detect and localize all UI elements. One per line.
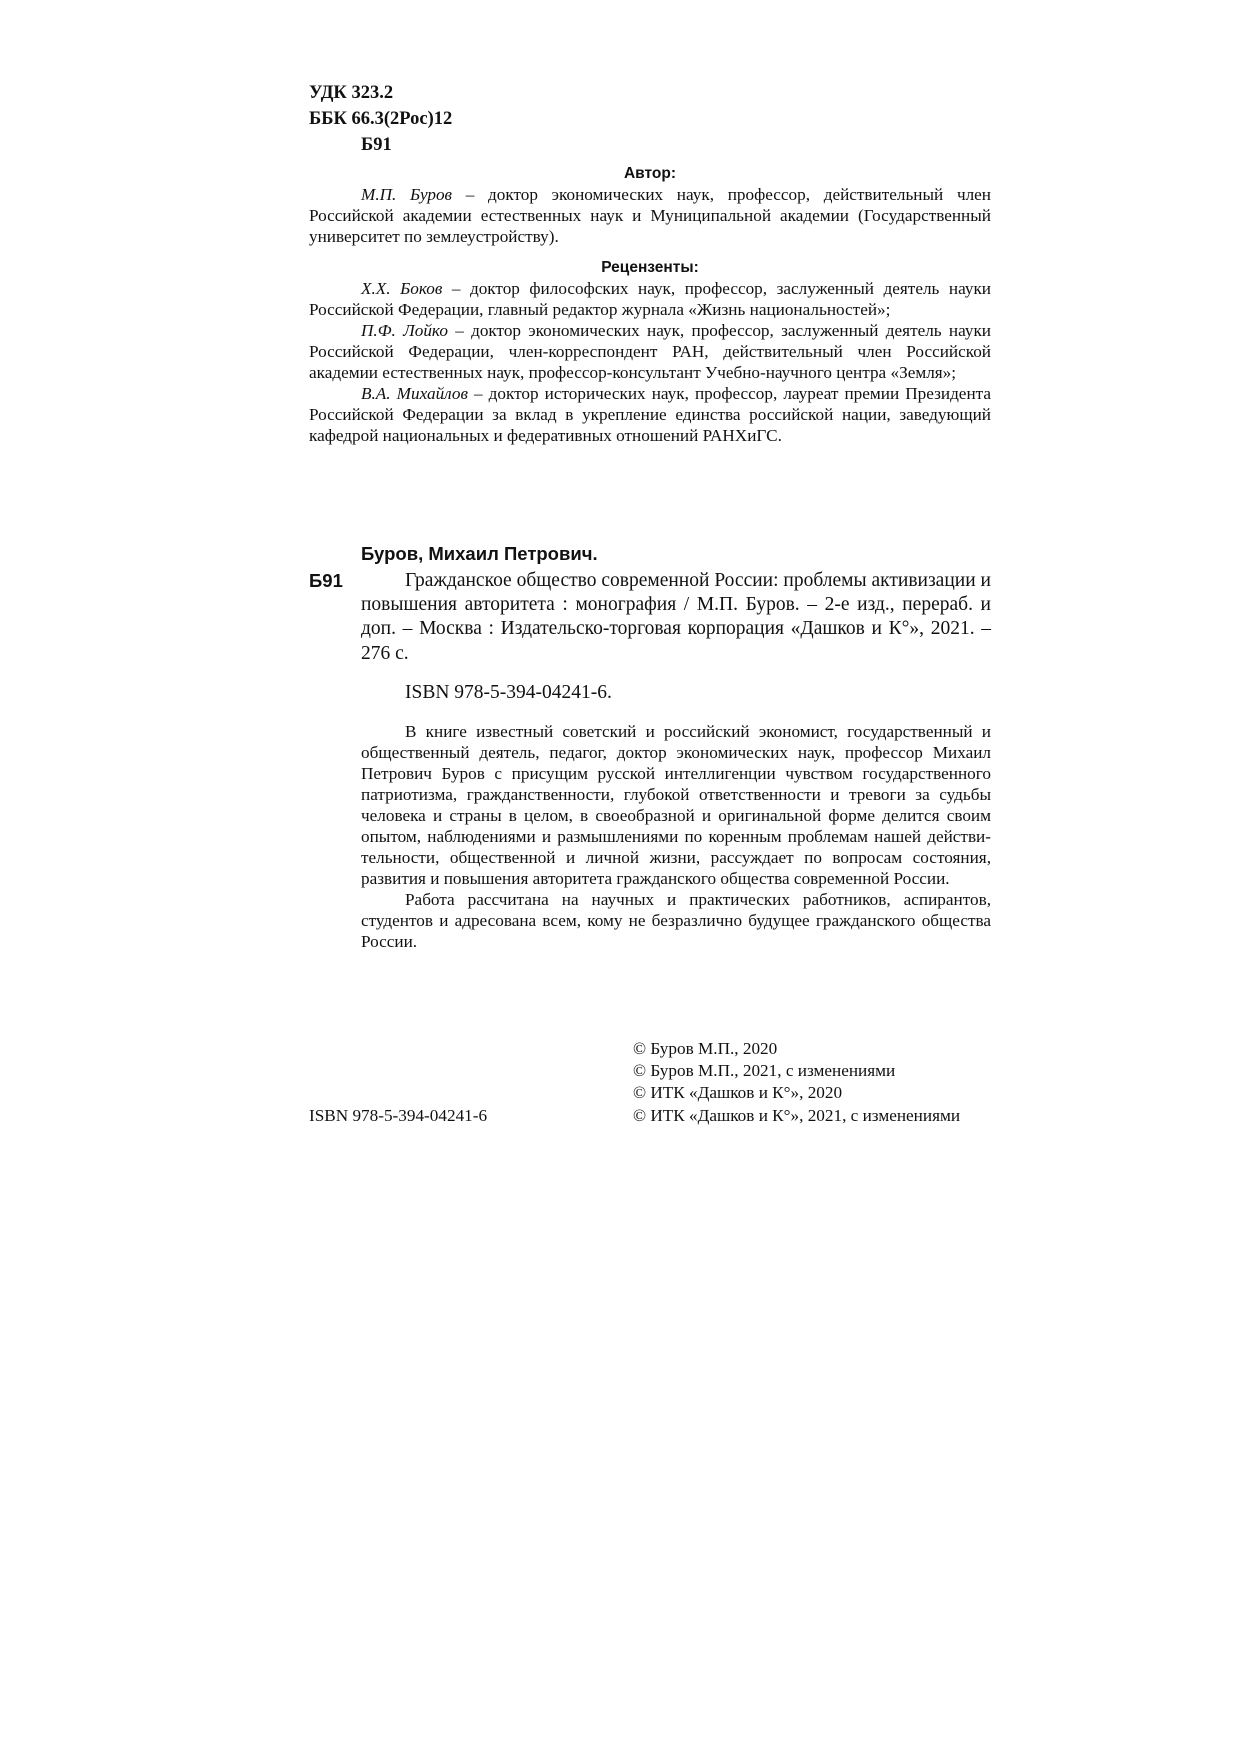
bbk-code: ББК 66.3(2Рос)12 bbox=[309, 109, 453, 129]
reviewers-section bbox=[309, 258, 991, 446]
reviewer-paragraph bbox=[309, 320, 991, 383]
copyright-line: © ИТК «Дашков и К°», 2020 bbox=[633, 1083, 843, 1103]
reviewer-name: П.Ф. Лойко bbox=[361, 321, 448, 340]
reviewer-name: В.А. Михайлов bbox=[361, 384, 468, 403]
reviewer-paragraph bbox=[309, 383, 991, 446]
catalog-code: Б91 bbox=[309, 570, 343, 591]
reviewer-paragraph bbox=[309, 278, 991, 320]
reviewer-text: – доктор экономических наук, профессор, заслуженный деятель науки Российской Федерации, член-корреспондент РАН, действительный член Российской академии естественных наук, профессор-консультант Учебно-научного центра «Земля»; bbox=[309, 321, 991, 382]
copyright-line: © Буров М.П., 2021, с изменениями bbox=[633, 1061, 896, 1081]
author-text: – доктор экономических наук, профессор, действительный член Российской академии естественных наук и Муниципальной академии (Государственный университет по землеустройству). bbox=[309, 185, 991, 246]
copyright-list bbox=[633, 1038, 960, 1127]
author-paragraph bbox=[309, 184, 991, 247]
catalog-author: Буров, Михаил Петрович. bbox=[361, 543, 598, 564]
reviewer-name: Х.Х. Боков bbox=[361, 279, 443, 298]
udk-code: УДК 323.2 bbox=[309, 83, 394, 103]
annotation bbox=[361, 721, 991, 952]
copyright-line: © Буров М.П., 2020 bbox=[633, 1039, 778, 1058]
isbn-footer: ISBN 978-5-394-04241-6 bbox=[309, 1106, 488, 1125]
annotation-paragraph-1: В книге известный советский и российский экономист, государственный и общественный деятель, педагог, доктор экономических наук, профессор Михаил Петрович Буров с присущим русской интеллигенции чувством государственного патриотизма, гражданственности, глубокой ответственности и тревоги за судьбы человека и страны в целом, в своеобразной и оригинальной форме делится своим опытом, наблюдениями и размышлениями по коренным проблемам нашей действительности, общественной и личной жизни, рассуждает по вопросам состояния, развития и повышения авторитета гражданского общества современной России. bbox=[361, 722, 991, 888]
author-section bbox=[309, 164, 991, 247]
catalog-description: Гражданское общество современной России: проблемы активизации и повышения авторитета : монография / М.П. Буров. – 2-е изд., перераб. и доп. – Москва : Издательско-торговая корпорация «Дашков и К°», 2021. – 276 с. bbox=[361, 570, 991, 664]
copyright-line: © ИТК «Дашков и К°», 2021, с изменениями bbox=[633, 1105, 961, 1125]
catalog-description-block bbox=[361, 569, 991, 666]
catalog-isbn: ISBN 978-5-394-04241-6. bbox=[405, 682, 612, 703]
author-mark: Б91 bbox=[361, 135, 392, 155]
classification-codes bbox=[309, 80, 452, 158]
reviewer-text: – доктор философских наук, профессор, заслуженный деятель науки Российской Федерации, главный редактор журнала «Жизнь национальностей»; bbox=[309, 279, 991, 319]
annotation-paragraph-2: Работа рассчитана на научных и практических работников, аспирантов, студентов и адресована всем, кому не безразлично будущее гражданского общества России. bbox=[361, 890, 991, 951]
author-heading: Автор: bbox=[623, 165, 676, 182]
reviewers-heading: Рецензенты: bbox=[601, 259, 699, 276]
author-name: М.П. Буров bbox=[361, 185, 453, 204]
reviewer-text: – доктор исторических наук, профессор, лауреат премии Президента Российской Федерации за вклад в укрепление единства российской нации, заведующий кафедрой национальных и федеративных отношений РАНХиГС. bbox=[309, 384, 991, 445]
